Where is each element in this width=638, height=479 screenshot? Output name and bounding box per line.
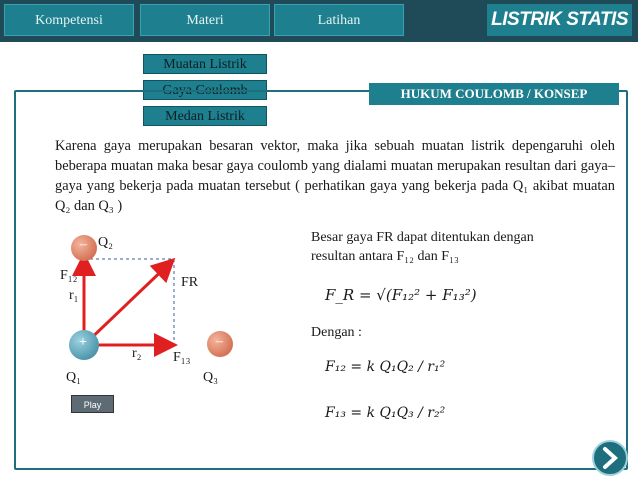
label-q2: Q₂ — [98, 235, 113, 250]
label-q3: Q₃ — [203, 370, 218, 385]
submenu-muatan-listrik[interactable]: Muatan Listrik — [143, 54, 267, 74]
intro-paragraph: Karena gaya merupakan besaran vektor, maka jika sebuah muatan listrik depengaruhi oleh beberapa muatan maka besar gaya coulomb yang dialami muatan merupakan resultan dari gaya–gaya yang bekerja pada muatan tersebut ( perhatikan gaya yang bekerja pada Q₁ akibat muatan Q₂ dan Q₃ ) — [55, 138, 615, 214]
label-f12: F₁₂ — [60, 268, 78, 283]
section-label: HUKUM COULOMB / KONSEP — [369, 83, 619, 105]
explain-line-2: resultan antara F₁₂ dan F₁₃ — [311, 249, 459, 264]
explain-line-1: Besar gaya FR dapat ditentukan dengan — [311, 230, 534, 245]
submenu-gaya-coulomb[interactable]: Gaya Coulomb — [143, 80, 267, 100]
chevron-right-icon — [594, 442, 626, 474]
submenu-medan-listrik[interactable]: Medan Listrik — [143, 106, 267, 126]
next-button[interactable] — [592, 440, 628, 476]
tab-materi[interactable]: Materi — [140, 4, 270, 36]
label-r2: r₂ — [132, 346, 142, 361]
page-title: LISTRIK STATIS — [487, 4, 632, 36]
minus-sign-q3: – — [216, 334, 223, 349]
plus-sign: + — [79, 335, 87, 350]
vector-fr — [84, 262, 171, 345]
label-fr: FR — [181, 275, 199, 290]
tab-latihan[interactable]: Latihan — [274, 4, 404, 36]
dengan-label: Dengan : — [311, 325, 362, 340]
label-f13: F₁₃ — [173, 350, 191, 365]
label-q1: Q₁ — [66, 370, 81, 385]
formula-fr: F_R = √(F₁₂² + F₁₃²) — [325, 286, 477, 304]
play-button[interactable]: Play — [71, 395, 114, 413]
formula-f12: F₁₂ = k Q₁Q₂ / r₁² — [325, 359, 446, 375]
tab-kompetensi[interactable]: Kompetensi — [4, 4, 134, 36]
minus-sign-q2: – — [80, 237, 87, 252]
formula-f13: F₁₃ = k Q₁Q₃ / r₂² — [325, 405, 446, 421]
label-r1: r₁ — [69, 288, 79, 303]
